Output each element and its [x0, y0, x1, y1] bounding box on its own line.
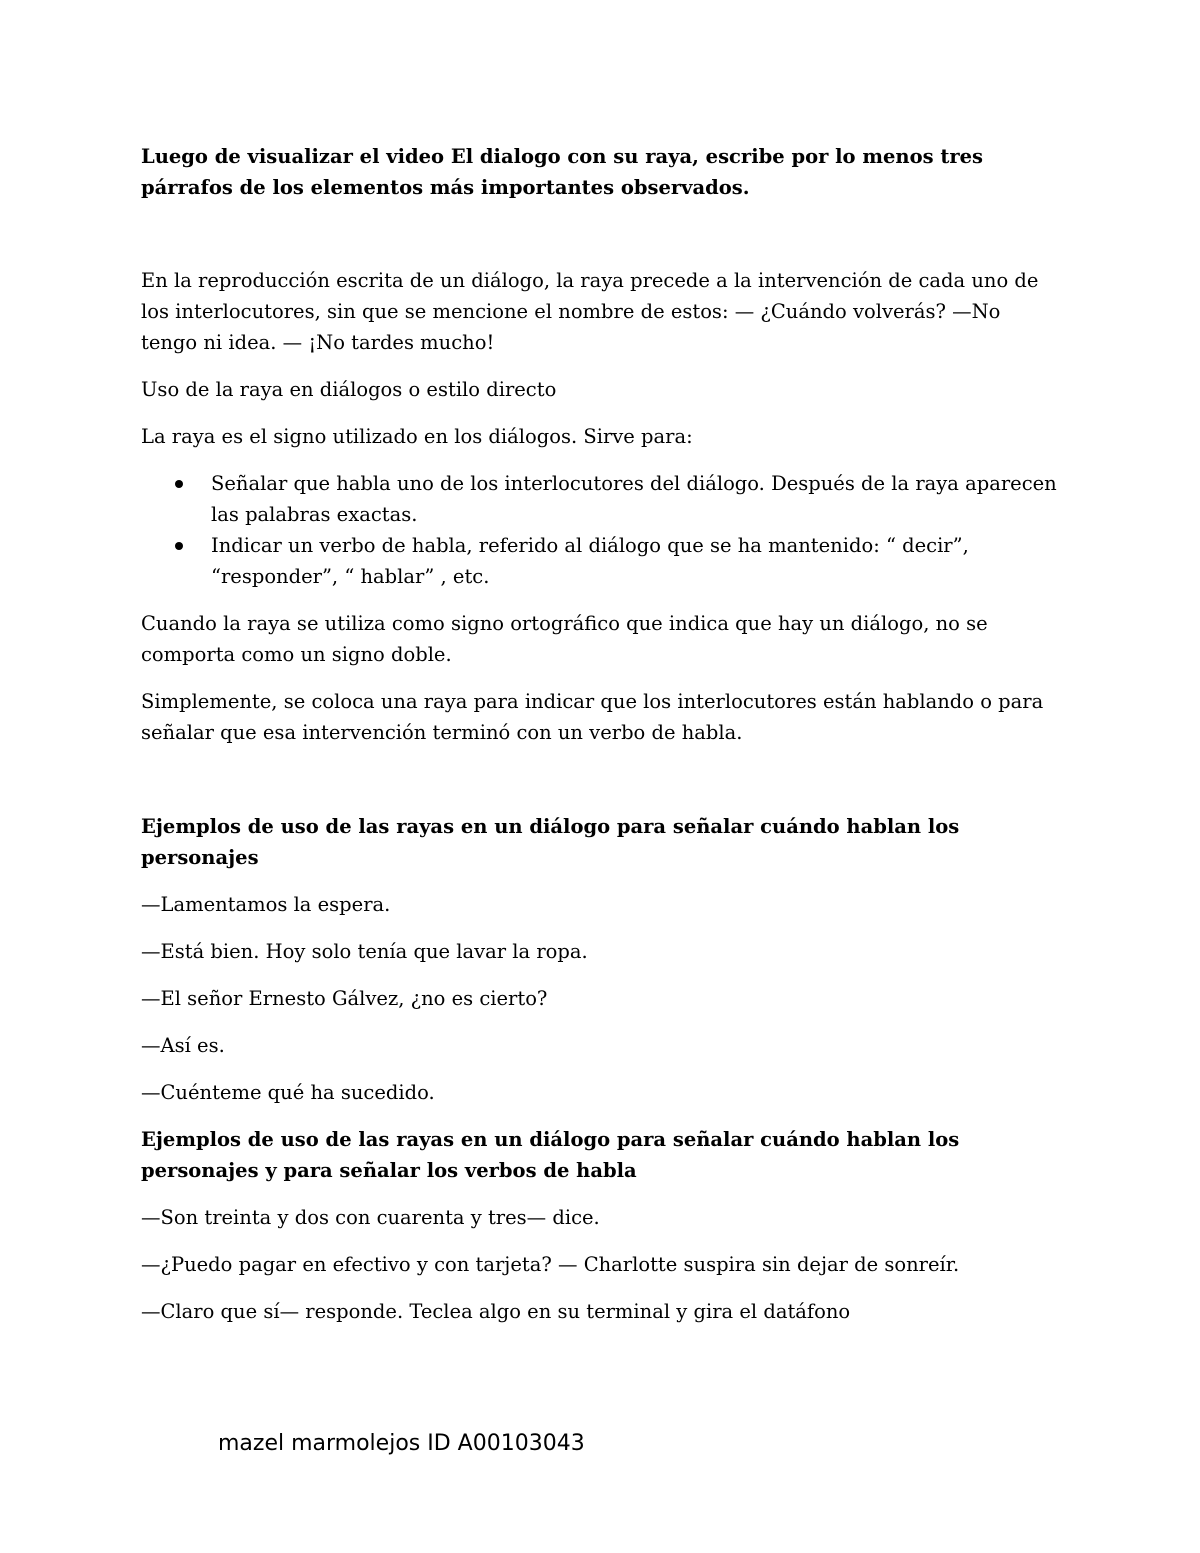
bullet-text-2: Indicar un verbo de habla, referido al diálogo que se ha mantenido: “ decir”, “responder”, “ hablar” , etc.: [211, 534, 969, 588]
bullet-item-2: [141, 530, 1061, 592]
bullet-list: [141, 468, 1061, 592]
section2-line-2: —¿Puedo pagar en efectivo y con tarjeta? — Charlotte suspira sin dejar de sonreír.: [141, 1253, 960, 1276]
document-page: [141, 141, 1061, 1343]
section2-line-3: —Claro que sí— responde. Teclea algo en su terminal y gira el datáfono: [141, 1300, 851, 1323]
section1-heading: Ejemplos de uso de las rayas en un diálogo para señalar cuándo hablan los personajes: [141, 815, 960, 869]
section2-line-1: —Son treinta y dos con cuarenta y tres— dice.: [141, 1206, 600, 1229]
intro-paragraph-1: En la reproducción escrita de un diálogo, la raya precede a la intervención de cada uno de los interlocutores, sin que se mencione el nombre de estos: — ¿Cuándo volverás? —No tengo ni idea. — ¡No tardes mucho!: [141, 269, 1039, 354]
author-signature: mazel marmolejos ID A00103043: [218, 1431, 585, 1456]
bullet-text-1: Señalar que habla uno de los interlocutores del diálogo. Después de la raya aparecen las palabras exactas.: [211, 472, 1057, 526]
section1-line-4: —Así es.: [141, 1034, 225, 1057]
section1-line-5: —Cuénteme qué ha sucedido.: [141, 1081, 435, 1104]
bullet-dot-icon: [175, 480, 183, 488]
bullet-dot-icon: [175, 542, 183, 550]
section1-line-2: —Está bien. Hoy solo tenía que lavar la ropa.: [141, 940, 588, 963]
middle-paragraph-1: Cuando la raya se utiliza como signo ortográfico que indica que hay un diálogo, no se comporta como un signo doble.: [141, 612, 988, 666]
intro-paragraph-3: La raya es el signo utilizado en los diálogos. Sirve para:: [141, 425, 693, 448]
bullet-item-1: [141, 468, 1061, 530]
section1-line-1: —Lamentamos la espera.: [141, 893, 391, 916]
document-title: Luego de visualizar el video El dialogo con su raya, escribe por lo menos tres párrafos de los elementos más importantes observados.: [141, 145, 984, 199]
intro-paragraph-2: Uso de la raya en diálogos o estilo directo: [141, 378, 557, 401]
middle-paragraph-2: Simplemente, se coloca una raya para indicar que los interlocutores están hablando o para señalar que esa intervención terminó con un verbo de habla.: [141, 690, 1044, 744]
section2-heading: Ejemplos de uso de las rayas en un diálogo para señalar cuándo hablan los personajes y para señalar los verbos de habla: [141, 1128, 960, 1182]
section1-line-3: —El señor Ernesto Gálvez, ¿no es cierto?: [141, 987, 548, 1010]
